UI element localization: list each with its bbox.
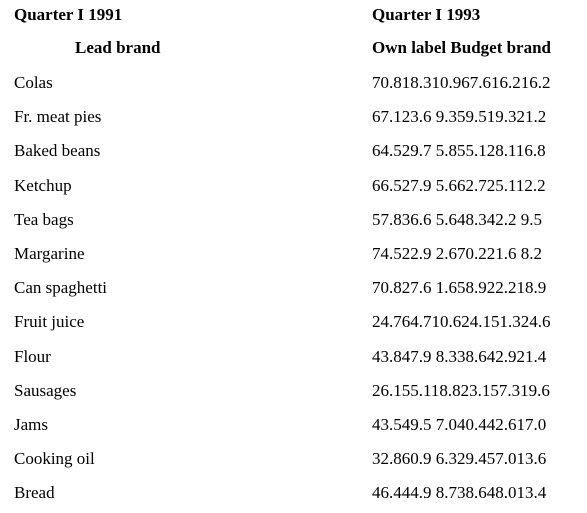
product-values: 70.818.310.967.616.216.2	[372, 73, 551, 92]
product-name: Fruit juice	[14, 312, 85, 332]
product-name: Can spaghetti	[14, 278, 108, 298]
product-name: Tea bags	[14, 209, 74, 229]
product-name: Fr. meat pies	[14, 107, 102, 127]
product-name: Flour	[14, 346, 51, 366]
table-row	[0, 137, 587, 171]
product-name: Cooking oil	[14, 449, 95, 469]
table-row	[0, 172, 587, 206]
product-values: 57.836.6 5.648.342.2 9.5	[372, 209, 542, 229]
product-values: 64.529.7 5.855.128.116.8	[372, 141, 546, 161]
table-row	[0, 69, 587, 103]
table-row	[0, 274, 587, 308]
product-name: Jams	[14, 414, 48, 434]
product-values: 66.527.9 5.662.725.112.2	[372, 175, 546, 195]
product-values: 46.444.9 8.738.648.013.4	[372, 483, 547, 503]
header-lead-brand: Lead brand	[75, 38, 161, 57]
product-name: Ketchup	[14, 175, 72, 195]
header-quarter-1993: Quarter I 1993	[372, 5, 481, 24]
product-name: Colas	[14, 73, 53, 92]
product-name: Sausages	[14, 380, 77, 400]
table-row	[0, 445, 587, 479]
table-row	[0, 479, 587, 513]
product-values: 43.847.9 8.338.642.921.4	[372, 346, 547, 366]
table-row	[0, 308, 587, 342]
table-row	[0, 377, 587, 411]
product-values: 70.827.6 1.658.922.218.9	[372, 278, 547, 298]
header-own-label-budget-brand: Own label Budget brand	[372, 38, 552, 57]
table-row	[0, 206, 587, 240]
product-values: 67.123.6 9.359.519.321.2	[372, 107, 547, 127]
table-row	[0, 240, 587, 274]
product-name: Baked beans	[14, 141, 101, 161]
product-values: 32.860.9 6.329.457.013.6	[372, 449, 547, 469]
product-name: Bread	[14, 483, 55, 503]
table-row	[0, 343, 587, 377]
table-body	[0, 69, 587, 513]
product-values: 24.764.710.624.151.324.6	[372, 312, 551, 332]
product-name: Margarine	[14, 243, 85, 263]
table-row	[0, 411, 587, 445]
product-values: 74.522.9 2.670.221.6 8.2	[372, 243, 542, 263]
product-values: 26.155.118.823.157.319.6	[372, 380, 550, 400]
product-values: 43.549.5 7.040.442.617.0	[372, 414, 547, 434]
table-row	[0, 103, 587, 137]
header-quarter-1991: Quarter I 1991	[14, 5, 123, 24]
